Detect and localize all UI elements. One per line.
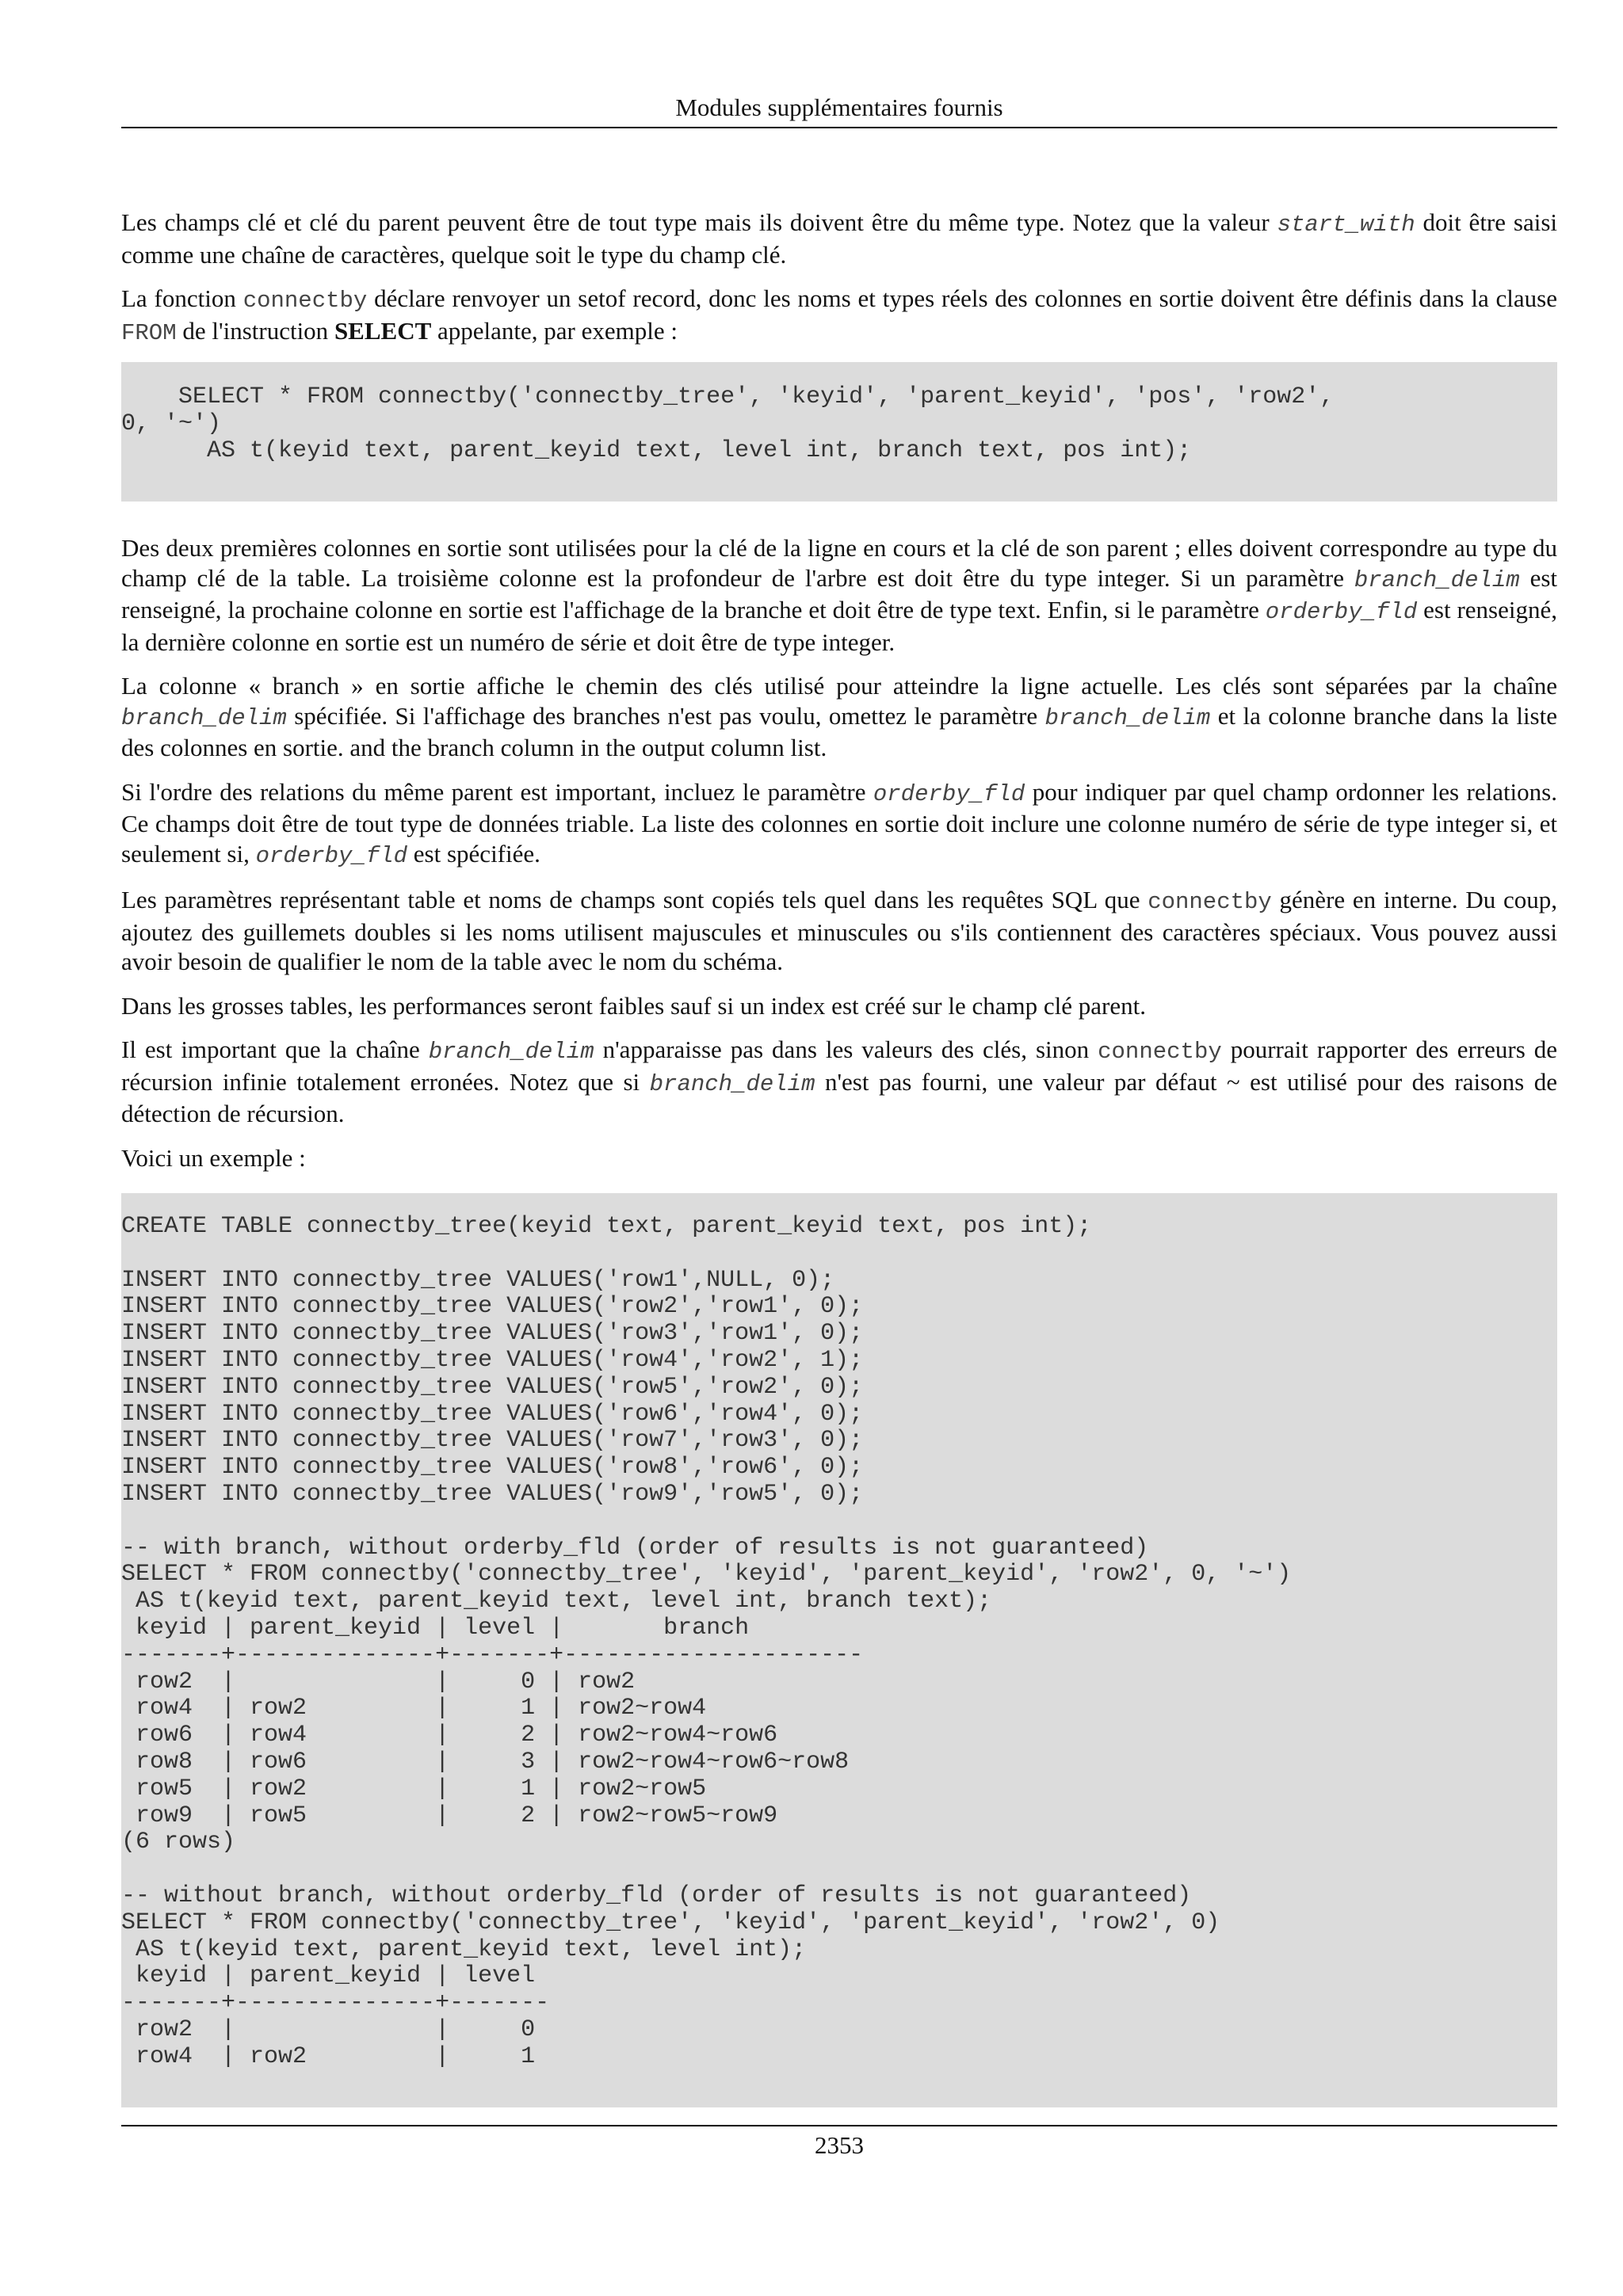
code-branch-delim: branch_delim	[649, 1070, 815, 1097]
text-run: de l'instruction	[176, 316, 334, 345]
text-run: appelante, par exemple :	[431, 316, 678, 345]
code-connectby: connectby	[242, 288, 368, 314]
text-run: Les paramètres représentant table et noms de champs sont copiés tels quel dans les requêtes SQL que	[121, 886, 1148, 913]
document-page	[121, 0, 1557, 2296]
text-run: La fonction	[121, 284, 243, 312]
code-branch-delim: branch_delim	[1044, 704, 1211, 731]
code-orderby-fld: orderby_fld	[1265, 599, 1418, 625]
text-run: spécifiée. Si l'affichage des branches n'est pas voulu, omettez le paramètre	[286, 701, 1045, 730]
code-from: FROM	[121, 319, 177, 346]
paragraph-output-columns	[121, 533, 1557, 657]
code-connectby: connectby	[1148, 889, 1272, 915]
text-run: pourrait rapporter des erreurs de récursion infinie totalement erronées. Notez que si	[121, 1035, 1558, 1096]
paragraph-connectby-setof	[121, 284, 1557, 348]
text-run: n'est pas fourni, une valeur par défaut ~ est utilisé pour des raisons de détection de récursion.	[121, 1067, 1557, 1127]
text-run: est spécifiée.	[407, 839, 540, 868]
code-orderby-fld: orderby_fld	[873, 780, 1025, 807]
page-number: 2353	[121, 2125, 1557, 2161]
paragraph-example-intro: Voici un exemple :	[121, 1143, 306, 1172]
code-block-select-example: SELECT * FROM connectby('connectby_tree', 'keyid', 'parent_keyid', 'pos', 'row2', 0, '~') AS t(keyid text, parent_keyid text, level int, branch text, pos int);	[121, 362, 1557, 502]
code-block-example: CREATE TABLE connectby_tree(keyid text, parent_keyid text, pos int); INSERT INTO connectby_tree VALUES('row1',NULL, 0); INSERT INTO connectby_tree VALUES('row2','row1', 0); INSERT INTO connectby_tree VALUES('row3','row1', 0); INSERT INTO connectby_tree VALUES('row4','row2', 1); INSERT INTO connectby_tree VALUES('row5','row2', 0); INSERT INTO connectby_tree VALUES('row6','row4', 0); INSERT INTO connectby_tree VALUES('row7','row3', 0); INSERT INTO connectby_tree VALUES('row8','row6', 0); INSERT INTO connectby_tree VALUES('row9','row5', 0); -- with branch, without orderby_fld (order of results is not guaranteed) SELECT * FROM connectby('connectby_tree', 'keyid', 'parent_keyid', 'row2', 0, '~') AS t(keyid text, parent_keyid text, level int, branch text); keyid | parent_keyid | level | branch -------+--------------+-------+--------------------- row2 | | 0 | row2 row4 | row2 | 1 | row2~row4 row6 | row4 | 2 | row2~row4~row6 row8 | row6 | 3 | row2~row4~row6~row8 row5 | row2 | 1 | row2~row5 row9 | row5 | 2 | row2~row5~row9 (6 rows) -- without branch, without orderby_fld (order of results is not guaranteed) SELECT * FROM connectby('connectby_tree', 'keyid', 'parent_keyid', 'row2', 0) AS t(keyid text, parent_keyid text, level int); keyid | parent_keyid | level -------+--------------+------- row2 | | 0 row4 | row2 | 1	[121, 1193, 1557, 2107]
paragraph-quoting	[121, 885, 1557, 977]
paragraph-branch-column	[121, 671, 1557, 763]
text-run: n'apparaisse pas dans les valeurs des clés, sinon	[594, 1035, 1098, 1063]
text-run: pour indiquer par quel champ ordonner les relations. Ce champs doit être de tout type de données triable. La liste des colonnes en sortie doit inclure une colonne numéro de série de type integer si, et seulement si,	[121, 777, 1557, 868]
text-run: La colonne « branch » en sortie affiche le chemin des clés utilisé pour atteindre la ligne actuelle. Les clés sont séparées par la chaîne	[121, 672, 1557, 700]
code-connectby: connectby	[1098, 1039, 1222, 1065]
text-run: doit être saisi comme une chaîne de caractères, quelque soit le type du champ clé.	[121, 208, 1557, 269]
text-run: Les champs clé et clé du parent peuvent être de tout type mais ils doivent être du même type. Notez que la valeur	[121, 208, 1277, 236]
text-run: et la colonne branche dans la liste des colonnes en sortie. and the branch column in the output column list.	[121, 701, 1557, 761]
paragraph-order	[121, 777, 1557, 871]
document-body	[121, 208, 1557, 2107]
text-run: déclare renvoyer un setof record, donc les noms et types réels des colonnes en sortie doivent être définis dans la clause	[367, 284, 1557, 312]
paragraph-key-types	[121, 208, 1557, 269]
text-run: génère en interne. Du coup, ajoutez des guillemets doubles si les noms utilisent majuscules et minuscules ou s'ils contiennent des caractères spéciaux. Vous pouvez aussi avoir besoin de qualifier le nom de la table avec le nom du schéma.	[121, 886, 1557, 975]
code-branch-delim: branch_delim	[121, 704, 287, 731]
code-branch-delim: branch_delim	[428, 1039, 594, 1065]
code-start-with: start_with	[1277, 212, 1415, 238]
running-header: Modules supplémentaires fournis	[121, 92, 1557, 128]
text-run: est renseigné, la prochaine colonne en sortie est l'affichage de la branche et doit être de type text. Enfin, si le paramètre	[121, 563, 1557, 624]
text-run: Des deux premières colonnes en sortie sont utilisées pour la clé de la ligne en cours et la clé de son parent ; elles doivent correspondre au type du champ clé de la table. La troisième colonne est la profondeur de l'arbre est doit être du type integer. Si un paramètre	[121, 534, 1557, 592]
bold-select: SELECT	[334, 316, 432, 345]
code-orderby-fld: orderby_fld	[255, 842, 408, 869]
paragraph-performance: Dans les grosses tables, les performances seront faibles sauf si un index est créé sur le champ clé parent.	[121, 991, 1146, 1020]
code-branch-delim: branch_delim	[1354, 566, 1520, 593]
paragraph-recursion	[121, 1035, 1557, 1129]
text-run: Il est important que la chaîne	[121, 1035, 429, 1063]
text-run: Si l'ordre des relations du même parent est important, incluez le paramètre	[121, 777, 873, 806]
text-run: est renseigné, la dernière colonne en sortie est un numéro de série et doit être de type integer.	[121, 596, 1557, 656]
